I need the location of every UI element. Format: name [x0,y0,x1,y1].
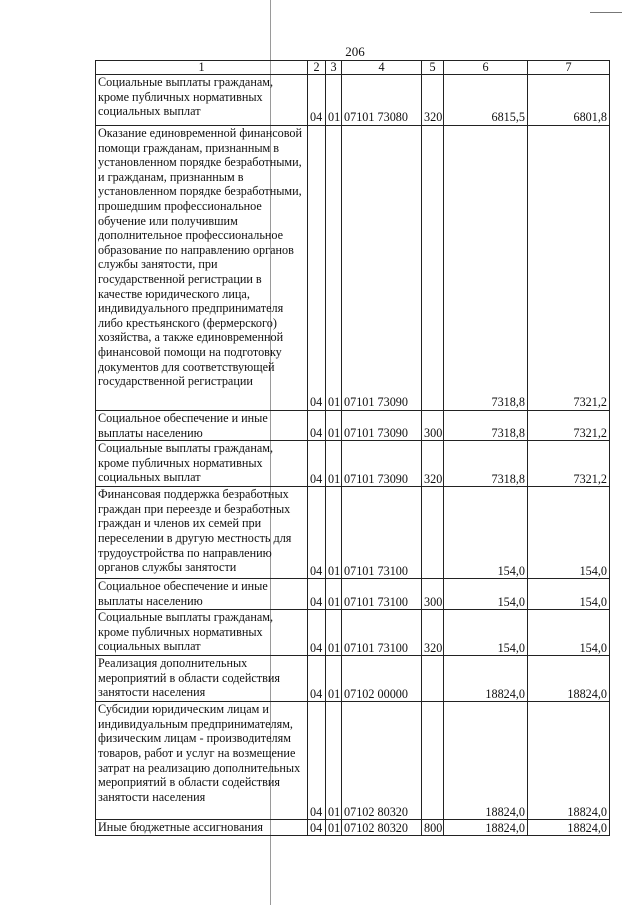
table-row [96,656,610,702]
row-value-7: 7321,2 [528,441,610,487]
row-code-2: 04 [308,126,326,411]
row-name: Иные бюджетные ассигнования [96,820,308,836]
header-cell-6: 6 [444,61,528,75]
row-name: Социальные выплаты гражданам, кроме публичных нормативных социальных выплат [96,441,308,487]
row-code-5: 300 [422,411,444,441]
row-code-3: 01 [326,126,342,411]
row-value-7: 18824,0 [528,656,610,702]
row-code-3: 01 [326,820,342,836]
row-value-6: 7318,8 [444,126,528,411]
table-row [96,411,610,441]
row-code-5: 320 [422,441,444,487]
row-code-4: 07101 73090 [342,411,422,441]
table-row [96,441,610,487]
row-code-4: 07101 73100 [342,487,422,579]
header-cell-1: 1 [96,61,308,75]
row-code-2: 04 [308,702,326,820]
row-code-2: 04 [308,441,326,487]
row-value-7: 7321,2 [528,126,610,411]
row-value-6: 7318,8 [444,441,528,487]
row-name: Социальные выплаты гражданам, кроме публичных нормативных социальных выплат [96,75,308,126]
row-code-2: 04 [308,487,326,579]
row-value-7: 154,0 [528,579,610,610]
header-cell-7: 7 [528,61,610,75]
row-code-2: 04 [308,820,326,836]
row-code-5 [422,487,444,579]
scan-artifact-line [590,12,622,13]
row-code-3: 01 [326,411,342,441]
row-value-6: 18824,0 [444,820,528,836]
row-code-5: 320 [422,610,444,656]
row-name: Социальное обеспечение и иные выплаты населению [96,579,308,610]
row-value-6: 18824,0 [444,656,528,702]
header-cell-5: 5 [422,61,444,75]
row-value-7: 7321,2 [528,411,610,441]
table-row [96,610,610,656]
row-code-5: 320 [422,75,444,126]
row-code-3: 01 [326,702,342,820]
row-code-4: 07101 73100 [342,579,422,610]
table-row [96,126,610,411]
table-row [96,820,610,836]
row-value-7: 18824,0 [528,820,610,836]
row-code-3: 01 [326,487,342,579]
row-code-4: 07101 73090 [342,441,422,487]
row-code-2: 04 [308,579,326,610]
table-row [96,702,610,820]
row-name: Реализация дополнительных мероприятий в области содействия занятости населения [96,656,308,702]
row-code-4: 07101 73080 [342,75,422,126]
row-value-7: 6801,8 [528,75,610,126]
row-value-7: 154,0 [528,487,610,579]
row-value-6: 7318,8 [444,411,528,441]
header-cell-4: 4 [342,61,422,75]
row-value-6: 6815,5 [444,75,528,126]
row-code-4: 07102 00000 [342,656,422,702]
table-row [96,75,610,126]
row-code-5: 300 [422,579,444,610]
row-code-4: 07101 73090 [342,126,422,411]
row-code-3: 01 [326,579,342,610]
row-value-6: 154,0 [444,487,528,579]
row-code-5 [422,126,444,411]
header-cell-3: 3 [326,61,342,75]
budget-table [95,60,610,836]
table-row [96,579,610,610]
row-name: Субсидии юридическим лицам и индивидуальным предпринимателям, физическим лицам - производителям товаров, работ и услуг на возмещение затрат на реализацию дополнительных мероприятий в области содействия занятости населения [96,702,308,820]
row-value-6: 154,0 [444,610,528,656]
page-number: 206 [345,44,365,59]
row-value-6: 18824,0 [444,702,528,820]
row-code-3: 01 [326,441,342,487]
row-value-7: 18824,0 [528,702,610,820]
table-row [96,487,610,579]
row-code-2: 04 [308,656,326,702]
row-code-5 [422,702,444,820]
row-name: Социальные выплаты гражданам, кроме публичных нормативных социальных выплат [96,610,308,656]
row-code-3: 01 [326,75,342,126]
row-code-4: 07102 80320 [342,820,422,836]
row-value-7: 154,0 [528,610,610,656]
header-cell-2: 2 [308,61,326,75]
row-code-5: 800 [422,820,444,836]
row-code-3: 01 [326,656,342,702]
table-header-row [96,61,610,75]
row-name: Оказание единовременной финансовой помощи гражданам, признанным в установленном порядке безработными, и гражданам, признанным в установленном порядке безработными, прошедшим профессиональное обучение или получившим дополнительное профессиональное образование по направлению органов службы занятости, при государственной регистрации в качестве юридического лица, индивидуального предпринимателя либо крестьянского (фермерского) хозяйства, а также единовременной финансовой помощи на подготовку документов для соответствующей государственной регистрации [96,126,308,411]
row-name: Социальное обеспечение и иные выплаты населению [96,411,308,441]
row-code-2: 04 [308,411,326,441]
row-code-2: 04 [308,75,326,126]
row-code-4: 07101 73100 [342,610,422,656]
row-value-6: 154,0 [444,579,528,610]
row-code-3: 01 [326,610,342,656]
row-code-4: 07102 80320 [342,702,422,820]
row-code-5 [422,656,444,702]
row-name: Финансовая поддержка безработных граждан при переезде и безработных граждан и членов их семей при переселении в другую местность для трудоустройства по направлению органов службы занятости [96,487,308,579]
row-code-2: 04 [308,610,326,656]
